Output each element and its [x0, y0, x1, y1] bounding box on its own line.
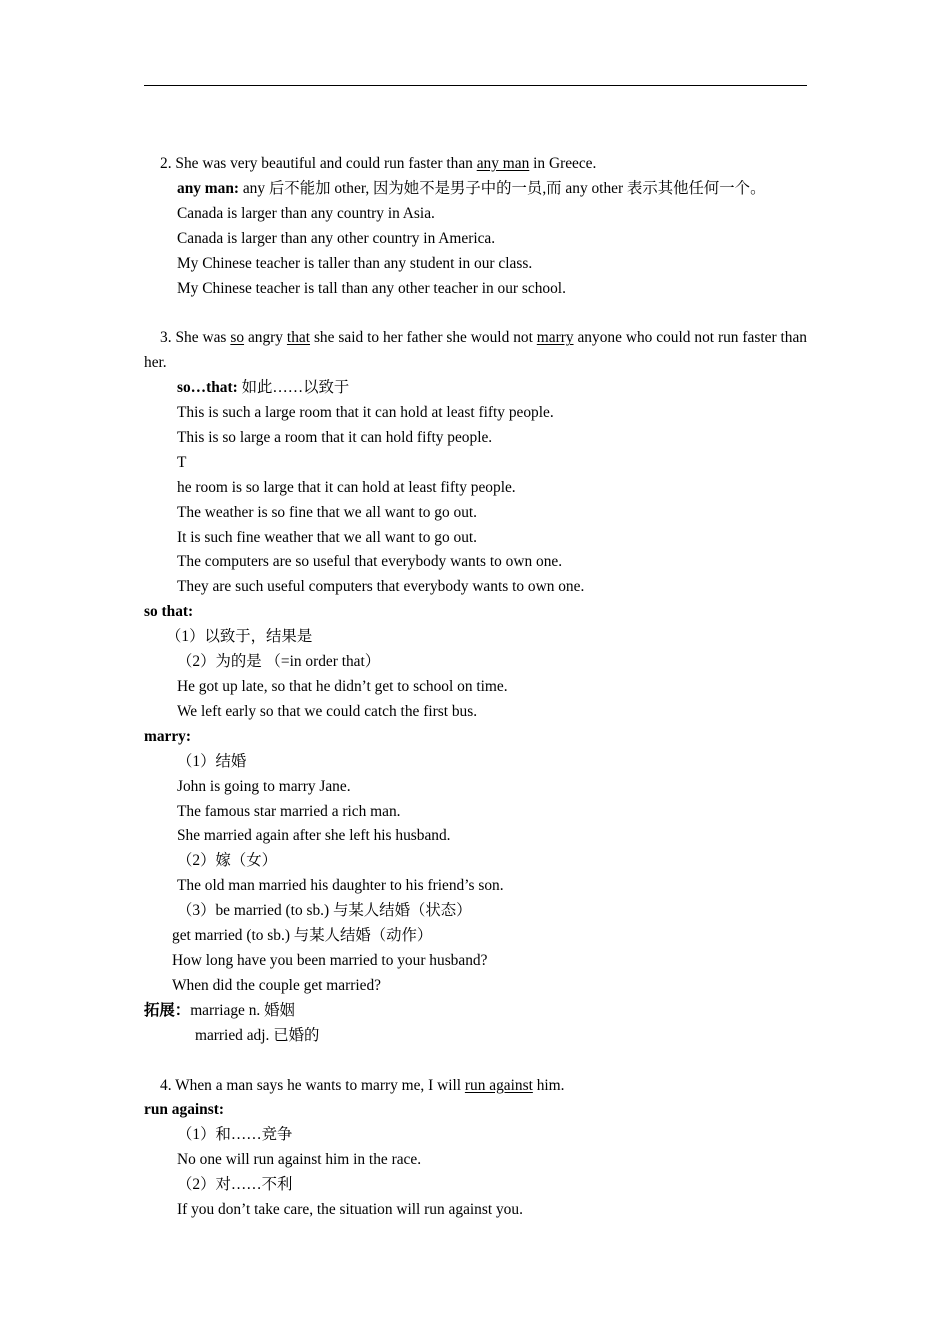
example-line: We left early so that we could catch the first bus.: [177, 702, 478, 720]
example-line: The old man married his daughter to his friend’s son.: [177, 877, 504, 895]
meaning-line: （1）以致于，结果是: [166, 628, 313, 646]
meaning-line: （2）嫁（女）: [177, 852, 278, 870]
meaning-line: （1）结婚: [177, 752, 247, 770]
example-line: She married again after she left his husband.: [177, 827, 451, 845]
example-line: T: [177, 453, 187, 471]
example-line: The weather is so fine that we all want to go out.: [177, 503, 478, 521]
sentence-2: 2. She was very beautiful and could run faster than any man in Greece.: [160, 155, 597, 172]
document-body: [144, 152, 807, 1223]
meaning-line: （2）为的是 （=in order that）: [177, 653, 381, 671]
keyword-so: so: [230, 329, 245, 347]
keyword-run-against: run against: [464, 1076, 533, 1094]
example-line: Canada is larger than any other country in America.: [177, 229, 496, 247]
spacer: [144, 301, 807, 326]
meaning-line: （2）对……不利: [177, 1176, 293, 1194]
heading-so-that: so that:: [144, 603, 194, 621]
heading-marry: marry:: [144, 727, 191, 745]
meaning-line: （3）be married (to sb.) 与某人结婚（状态）: [177, 902, 472, 920]
example-line: get married (to sb.) 与某人结婚（动作）: [172, 927, 433, 945]
term-label: any man:: [177, 179, 239, 197]
example-line: The computers are so useful that everybody wants to own one.: [177, 553, 563, 571]
keyword-any-man: any man: [476, 155, 530, 172]
example-line: This is so large a room that it can hold fifty people.: [177, 428, 493, 446]
spacer: [144, 1049, 807, 1074]
header-rule: [144, 85, 807, 86]
definition-so-that: so…that: 如此……以致于: [177, 379, 350, 397]
extension-line: married adj. 已婚的: [195, 1026, 320, 1044]
term-label: so…that:: [177, 379, 238, 397]
definition-any-man: any man: any 后不能加 other, 因为她不是男子中的一员,而 any other 表示其他任何一个。: [177, 179, 766, 197]
example-line: He got up late, so that he didn’t get to school on time.: [177, 678, 508, 696]
example-line: They are such useful computers that everybody wants to own one.: [177, 578, 585, 596]
meaning-line: （1）和……竞争: [177, 1126, 293, 1144]
example-line: How long have you been married to your husband?: [172, 951, 488, 969]
keyword-that: that: [286, 329, 311, 347]
sentence-3: 3. She was so angry that she said to her father she would not marry anyone who could not run faster than her.: [144, 329, 808, 372]
heading-extension: 拓展：: [144, 1001, 191, 1019]
example-line: If you don’t take care, the situation will run against you.: [177, 1201, 523, 1219]
example-line: My Chinese teacher is taller than any student in our class.: [177, 254, 533, 272]
extension-line: 拓展：marriage n. 婚姻: [144, 1001, 295, 1019]
sentence-4: 4. When a man says he wants to marry me, I will run against him.: [160, 1076, 565, 1094]
example-line: This is such a large room that it can hold at least fifty people.: [177, 404, 554, 422]
example-line: John is going to marry Jane.: [177, 777, 351, 795]
example-line: The famous star married a rich man.: [177, 802, 401, 820]
example-line: he room is so large that it can hold at least fifty people.: [177, 478, 516, 496]
example-line: When did the couple get married?: [172, 976, 381, 994]
heading-run-against: run against:: [144, 1101, 224, 1119]
example-line: My Chinese teacher is tall than any other teacher in our school.: [177, 279, 566, 297]
example-line: It is such fine weather that we all want to go out.: [177, 528, 478, 546]
example-line: No one will run against him in the race.: [177, 1151, 422, 1169]
example-line: Canada is larger than any country in Asia.: [177, 204, 435, 222]
keyword-marry: marry: [536, 329, 574, 347]
